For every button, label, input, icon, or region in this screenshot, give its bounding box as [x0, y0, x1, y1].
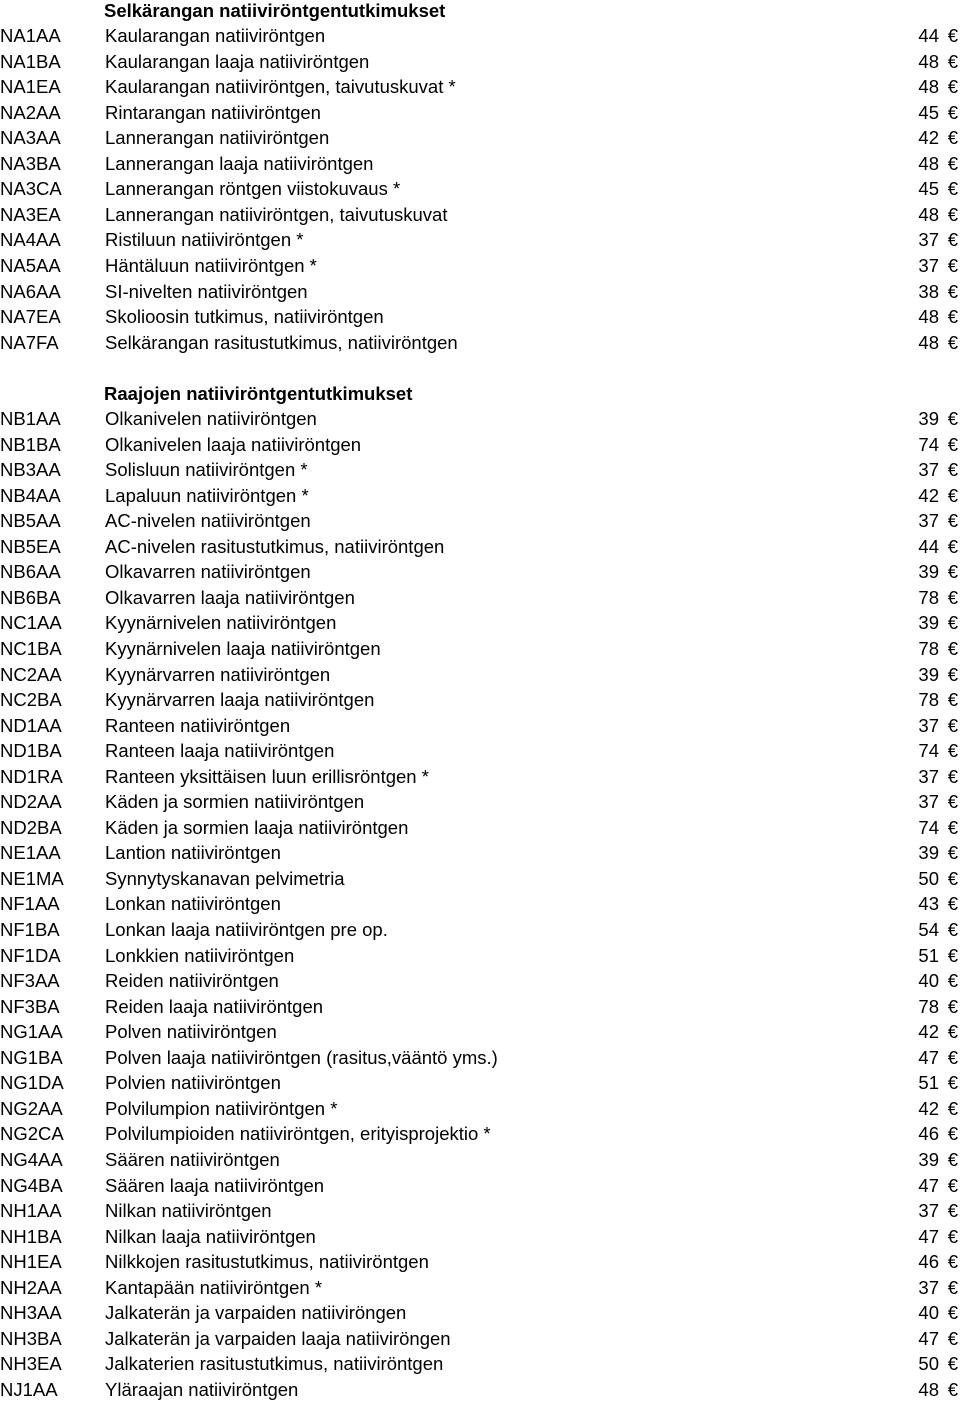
price-row — [0, 202, 960, 228]
procedure-price: 42 — [918, 127, 939, 149]
price-row — [0, 279, 960, 305]
price-row — [0, 151, 960, 177]
procedure-price: 48 — [918, 50, 939, 72]
euro-sign: € — [947, 1200, 958, 1222]
price-row — [0, 1045, 960, 1071]
procedure-price: 37 — [918, 714, 939, 736]
procedure-description: Selkärangan rasitustutkimus, natiiviröntgen — [105, 331, 458, 353]
euro-sign: € — [947, 714, 958, 736]
price-row — [0, 1198, 960, 1224]
euro-sign: € — [947, 1276, 958, 1298]
procedure-description: Ranteen yksittäisen luun erillisröntgen * — [105, 765, 429, 787]
procedure-description: Kyynärvarren laaja natiiviröntgen — [105, 689, 375, 711]
euro-sign: € — [947, 203, 958, 225]
price-row — [0, 330, 960, 356]
procedure-code: NB4AA — [0, 484, 61, 506]
price-row — [0, 125, 960, 151]
procedure-price: 39 — [918, 561, 939, 583]
procedure-code: NG4BA — [0, 1174, 63, 1196]
euro-sign: € — [947, 1225, 958, 1247]
price-row — [0, 1070, 960, 1096]
procedure-code: ND1RA — [0, 765, 63, 787]
euro-sign: € — [947, 995, 958, 1017]
procedure-price: 44 — [918, 535, 939, 557]
procedure-code: NB3AA — [0, 459, 61, 481]
procedure-code: NF3AA — [0, 970, 60, 992]
procedure-code: NA2AA — [0, 101, 61, 123]
price-row — [0, 100, 960, 126]
euro-sign: € — [947, 306, 958, 328]
procedure-description: AC-nivelen natiiviröntgen — [105, 510, 311, 532]
procedure-description: Reiden laaja natiiviröntgen — [105, 995, 324, 1017]
price-row — [0, 304, 960, 330]
procedure-code: NC2AA — [0, 663, 62, 685]
procedure-price: 42 — [918, 1097, 939, 1119]
price-row — [0, 891, 960, 917]
price-row — [0, 636, 960, 662]
procedure-code: NE1AA — [0, 842, 61, 864]
euro-sign: € — [947, 867, 958, 889]
euro-sign: € — [947, 127, 958, 149]
euro-sign: € — [947, 1123, 958, 1145]
procedure-code: NA5AA — [0, 254, 61, 276]
euro-sign: € — [947, 1353, 958, 1375]
procedure-code: NH3EA — [0, 1353, 62, 1375]
procedure-price: 48 — [918, 306, 939, 328]
procedure-code: NG2CA — [0, 1123, 64, 1145]
euro-sign: € — [947, 280, 958, 302]
procedure-code: NC1BA — [0, 637, 62, 659]
procedure-price: 48 — [918, 331, 939, 353]
procedure-description: Ranteen laaja natiiviröntgen — [105, 740, 335, 762]
euro-sign: € — [947, 484, 958, 506]
procedure-code: NB5AA — [0, 510, 61, 532]
procedure-code: NA7EA — [0, 306, 61, 328]
procedure-description: Nilkan laaja natiiviröntgen — [105, 1225, 316, 1247]
procedure-price: 47 — [918, 1225, 939, 1247]
procedure-code: NG1AA — [0, 1021, 63, 1043]
procedure-price: 47 — [918, 1327, 939, 1349]
euro-sign: € — [947, 689, 958, 711]
procedure-description: Rintarangan natiiviröntgen — [105, 101, 321, 123]
procedure-description: Kantapään natiiviröntgen * — [105, 1276, 323, 1298]
procedure-code: NH3AA — [0, 1302, 62, 1324]
procedure-price: 42 — [918, 1021, 939, 1043]
procedure-code: NB6BA — [0, 586, 61, 608]
procedure-code: NF1AA — [0, 893, 60, 915]
price-row — [0, 508, 960, 534]
procedure-description: Polvilumpioiden natiiviröntgen, erityisprojektio * — [105, 1123, 491, 1145]
price-row — [0, 815, 960, 841]
procedure-code: NB6AA — [0, 561, 61, 583]
procedure-description: Nilkkojen rasitustutkimus, natiiviröntgen — [105, 1251, 429, 1273]
euro-sign: € — [947, 740, 958, 762]
procedure-price: 46 — [918, 1123, 939, 1145]
euro-sign: € — [947, 101, 958, 123]
price-row — [0, 406, 960, 432]
procedure-price: 37 — [918, 254, 939, 276]
euro-sign: € — [947, 50, 958, 72]
procedure-description: Kaularangan natiiviröntgen — [105, 25, 326, 46]
procedure-description: Jalkaterän ja varpaiden laaja natiiviröngen — [105, 1327, 451, 1349]
procedure-price: 40 — [918, 970, 939, 992]
price-row — [0, 738, 960, 764]
procedure-description: Solisluun natiiviröntgen * — [105, 459, 308, 481]
procedure-description: Jalkaterän ja varpaiden natiiviröngen — [105, 1302, 407, 1324]
procedure-code: NA3BA — [0, 152, 61, 174]
price-row — [0, 227, 960, 253]
price-row — [0, 559, 960, 585]
euro-sign: € — [947, 331, 958, 353]
procedure-price: 40 — [918, 1302, 939, 1324]
procedure-description: Säären natiiviröntgen — [105, 1148, 280, 1170]
procedure-code: NG4AA — [0, 1148, 63, 1170]
price-row — [0, 943, 960, 969]
euro-sign: € — [947, 433, 958, 455]
euro-sign: € — [947, 612, 958, 634]
euro-sign: € — [947, 970, 958, 992]
price-row — [0, 1249, 960, 1275]
procedure-price: 39 — [918, 612, 939, 634]
euro-sign: € — [947, 1378, 958, 1400]
procedure-code: ND2AA — [0, 791, 62, 813]
euro-sign: € — [947, 842, 958, 864]
euro-sign: € — [947, 1046, 958, 1068]
euro-sign: € — [947, 1302, 958, 1324]
price-row — [0, 1275, 960, 1301]
procedure-description: Reiden natiiviröntgen — [105, 970, 279, 992]
euro-sign: € — [947, 1251, 958, 1273]
procedure-price: 74 — [918, 740, 939, 762]
procedure-code: NA1EA — [0, 76, 61, 98]
procedure-description: Säären laaja natiiviröntgen — [105, 1174, 325, 1196]
euro-sign: € — [947, 816, 958, 838]
procedure-description: Lannerangan röntgen viistokuvaus * — [105, 178, 401, 200]
procedure-price: 45 — [918, 101, 939, 123]
procedure-price: 44 — [918, 25, 939, 46]
procedure-price: 78 — [918, 637, 939, 659]
price-row — [0, 662, 960, 688]
procedure-description: Polven laaja natiiviröntgen (rasitus,vääntö yms.) — [105, 1046, 498, 1068]
procedure-price: 51 — [918, 944, 939, 966]
price-row — [0, 23, 960, 49]
procedure-description: Kyynärnivelen natiiviröntgen — [105, 612, 337, 634]
procedure-price: 37 — [918, 1200, 939, 1222]
procedure-description: Ranteen natiiviröntgen — [105, 714, 291, 736]
procedure-price: 78 — [918, 995, 939, 1017]
euro-sign: € — [947, 229, 958, 251]
procedure-description: Käden ja sormien natiiviröntgen — [105, 791, 365, 813]
price-row — [0, 432, 960, 458]
procedure-description: Kyynärvarren natiiviröntgen — [105, 663, 331, 685]
price-row — [0, 1121, 960, 1147]
section-title: Selkärangan natiiviröntgentutkimukset — [104, 0, 446, 21]
procedure-code: NH2AA — [0, 1276, 62, 1298]
euro-sign: € — [947, 459, 958, 481]
procedure-price: 37 — [918, 765, 939, 787]
procedure-description: Lannerangan natiiviröntgen, taivutuskuvat — [105, 203, 448, 225]
procedure-price: 39 — [918, 408, 939, 429]
procedure-description: Lannerangan natiiviröntgen — [105, 127, 330, 149]
price-row — [0, 483, 960, 509]
procedure-description: SI-nivelten natiiviröntgen — [105, 280, 308, 302]
price-row — [0, 1351, 960, 1377]
procedure-code: NJ1AA — [0, 1378, 58, 1400]
procedure-description: Olkanivelen laaja natiiviröntgen — [105, 433, 362, 455]
price-row — [0, 74, 960, 100]
procedure-description: Käden ja sormien laaja natiiviröntgen — [105, 816, 409, 838]
procedure-description: Polven natiiviröntgen — [105, 1021, 277, 1043]
procedure-code: NA3CA — [0, 178, 62, 200]
price-row — [0, 764, 960, 790]
price-row — [0, 585, 960, 611]
procedure-code: NA3AA — [0, 127, 61, 149]
procedure-code: NF3BA — [0, 995, 60, 1017]
procedure-code: NG1BA — [0, 1046, 63, 1068]
euro-sign: € — [947, 893, 958, 915]
procedure-description: Lonkan laaja natiiviröntgen pre op. — [105, 919, 388, 940]
procedure-description: Lannerangan laaja natiiviröntgen — [105, 152, 374, 174]
price-row — [0, 1224, 960, 1250]
euro-sign: € — [947, 510, 958, 532]
procedure-code: ND1BA — [0, 740, 62, 762]
procedure-code: ND1AA — [0, 714, 62, 736]
procedure-description: Jalkaterien rasitustutkimus, natiiviröntgen — [105, 1353, 444, 1375]
procedure-code: NA4AA — [0, 229, 61, 251]
euro-sign: € — [947, 637, 958, 659]
procedure-description: Häntäluun natiiviröntgen * — [105, 254, 317, 276]
price-row — [0, 1147, 960, 1173]
price-row — [0, 49, 960, 75]
price-row — [0, 1173, 960, 1199]
price-row — [0, 176, 960, 202]
price-row — [0, 840, 960, 866]
procedure-price: 37 — [918, 229, 939, 251]
procedure-description: Synnytyskanavan pelvimetria — [105, 867, 345, 889]
procedure-description: Kaularangan natiiviröntgen, taivutuskuvat * — [105, 76, 456, 98]
euro-sign: € — [947, 1148, 958, 1170]
procedure-price: 39 — [918, 842, 939, 864]
price-row — [0, 968, 960, 994]
price-row — [0, 687, 960, 713]
procedure-code: NA6AA — [0, 280, 61, 302]
procedure-description: Skolioosin tutkimus, natiiviröntgen — [105, 306, 384, 328]
procedure-price: 48 — [918, 203, 939, 225]
procedure-code: NB5EA — [0, 535, 61, 557]
procedure-description: Polvilumpion natiiviröntgen * — [105, 1097, 338, 1119]
price-row — [0, 1377, 960, 1403]
procedure-price: 43 — [918, 893, 939, 915]
procedure-description: AC-nivelen rasitustutkimus, natiiviröntgen — [105, 535, 445, 557]
procedure-description: Polvien natiiviröntgen — [105, 1072, 281, 1094]
procedure-code: NF1BA — [0, 919, 60, 940]
procedure-description: Kaularangan laaja natiiviröntgen — [105, 50, 370, 72]
procedure-price: 37 — [918, 1276, 939, 1298]
procedure-code: NB1BA — [0, 433, 61, 455]
procedure-price: 51 — [918, 1072, 939, 1094]
euro-sign: € — [947, 1327, 958, 1349]
procedure-description: Olkavarren natiiviröntgen — [105, 561, 311, 583]
procedure-code: NC1AA — [0, 612, 62, 634]
euro-sign: € — [947, 791, 958, 813]
procedure-price: 78 — [918, 586, 939, 608]
price-row — [0, 713, 960, 739]
procedure-price: 39 — [918, 663, 939, 685]
price-row — [0, 1019, 960, 1045]
euro-sign: € — [947, 535, 958, 557]
euro-sign: € — [947, 663, 958, 685]
procedure-price: 46 — [918, 1251, 939, 1273]
price-row — [0, 917, 960, 943]
procedure-price: 47 — [918, 1046, 939, 1068]
procedure-description: Lapaluun natiiviröntgen * — [105, 484, 309, 506]
euro-sign: € — [947, 944, 958, 966]
procedure-price: 48 — [918, 76, 939, 98]
procedure-price: 37 — [918, 791, 939, 813]
euro-sign: € — [947, 586, 958, 608]
procedure-code: NH1EA — [0, 1251, 62, 1273]
procedure-price: 45 — [918, 178, 939, 200]
procedure-price: 39 — [918, 1148, 939, 1170]
euro-sign: € — [947, 1021, 958, 1043]
procedure-price: 74 — [918, 433, 939, 455]
euro-sign: € — [947, 919, 958, 940]
procedure-description: Lonkan natiiviröntgen — [105, 893, 281, 915]
section-title: Raajojen natiiviröntgentutkimukset — [104, 383, 413, 404]
procedure-code: NA7FA — [0, 331, 59, 353]
price-row — [0, 253, 960, 279]
procedure-description: Ristiluun natiiviröntgen * — [105, 229, 304, 251]
euro-sign: € — [947, 1072, 958, 1094]
procedure-code: NH1AA — [0, 1200, 62, 1222]
procedure-code: NB1AA — [0, 408, 61, 429]
euro-sign: € — [947, 178, 958, 200]
procedure-code: NA3EA — [0, 203, 61, 225]
procedure-code: NH3BA — [0, 1327, 62, 1349]
euro-sign: € — [947, 561, 958, 583]
price-row — [0, 610, 960, 636]
procedure-code: NF1DA — [0, 944, 61, 966]
procedure-code: NC2BA — [0, 689, 62, 711]
procedure-description: Kyynärnivelen laaja natiiviröntgen — [105, 637, 381, 659]
procedure-code: ND2BA — [0, 816, 62, 838]
euro-sign: € — [947, 408, 958, 429]
price-row — [0, 534, 960, 560]
euro-sign: € — [947, 25, 958, 46]
procedure-price: 78 — [918, 689, 939, 711]
procedure-description: Lonkkien natiiviröntgen — [105, 944, 295, 966]
procedure-description: Lantion natiiviröntgen — [105, 842, 281, 864]
procedure-price: 74 — [918, 816, 939, 838]
euro-sign: € — [947, 152, 958, 174]
procedure-price: 47 — [918, 1174, 939, 1196]
procedure-code: NA1AA — [0, 25, 61, 46]
procedure-code: NG1DA — [0, 1072, 64, 1094]
procedure-price: 42 — [918, 484, 939, 506]
procedure-price: 48 — [918, 1378, 939, 1400]
procedure-price: 50 — [918, 1353, 939, 1375]
procedure-code: NE1MA — [0, 867, 64, 889]
price-row — [0, 1300, 960, 1326]
procedure-code: NG2AA — [0, 1097, 63, 1119]
price-row — [0, 1326, 960, 1352]
procedure-description: Olkanivelen natiiviröntgen — [105, 408, 317, 429]
procedure-code: NA1BA — [0, 50, 61, 72]
procedure-price: 48 — [918, 152, 939, 174]
euro-sign: € — [947, 1174, 958, 1196]
euro-sign: € — [947, 254, 958, 276]
price-row — [0, 866, 960, 892]
procedure-price: 38 — [918, 280, 939, 302]
procedure-price: 37 — [918, 459, 939, 481]
price-row — [0, 1096, 960, 1122]
price-row — [0, 994, 960, 1020]
procedure-description: Olkavarren laaja natiiviröntgen — [105, 586, 355, 608]
procedure-price: 50 — [918, 867, 939, 889]
procedure-code: NH1BA — [0, 1225, 62, 1247]
euro-sign: € — [947, 1097, 958, 1119]
euro-sign: € — [947, 76, 958, 98]
price-row — [0, 789, 960, 815]
procedure-price: 37 — [918, 510, 939, 532]
procedure-price: 54 — [918, 919, 939, 940]
euro-sign: € — [947, 765, 958, 787]
price-row — [0, 457, 960, 483]
procedure-description: Yläraajan natiiviröntgen — [105, 1378, 299, 1400]
procedure-description: Nilkan natiiviröntgen — [105, 1200, 272, 1222]
